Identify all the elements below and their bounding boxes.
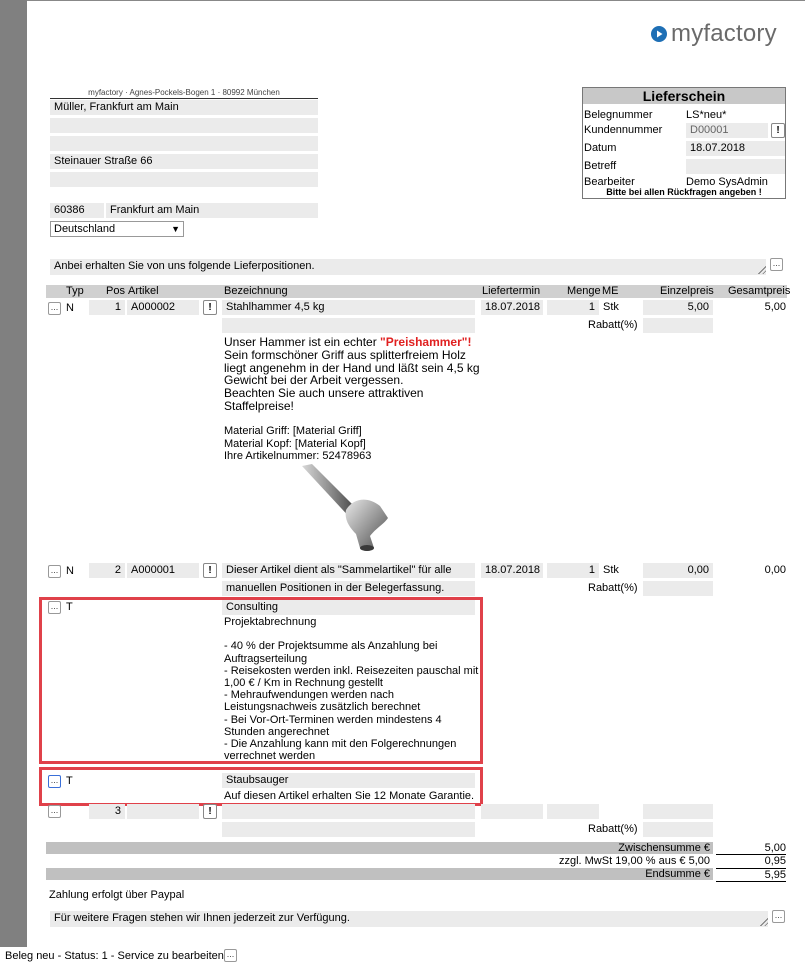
row-options-button[interactable]: ...: [48, 565, 61, 578]
row-bezeichnung-line2-field[interactable]: [222, 318, 475, 333]
logo-text: myfactory: [671, 20, 777, 47]
text-line: Auf diesen Artikel erhalten Sie 12 Monate Garantie.: [224, 790, 475, 802]
row-menge-field[interactable]: 1: [547, 300, 599, 315]
bearbeiter-label: Bearbeiter: [584, 176, 635, 188]
play-circle-icon: [651, 26, 667, 42]
description-text: Unser Hammer ist ein echter: [224, 335, 381, 349]
row-menge-field[interactable]: [547, 804, 599, 819]
row-me: Stk: [603, 301, 619, 313]
zwischensumme-label: Zwischensumme €: [618, 842, 710, 854]
closing-options-button[interactable]: ...: [772, 910, 785, 923]
row-typ: N: [66, 565, 74, 577]
rabatt-field[interactable]: [643, 822, 713, 837]
address-city-field[interactable]: Frankfurt am Main: [106, 203, 318, 218]
description-line: Gewicht bei der Arbeit vergessen.: [224, 373, 404, 388]
text-line: - Die Anzahlung kann mit den Folgerechnungen: [224, 738, 457, 751]
attribute-line: Ihre Artikelnummer: 52478963: [224, 450, 372, 462]
highlight-text: "Preishammer"!: [380, 335, 472, 349]
address-name-field[interactable]: Müller, Frankfurt am Main: [50, 100, 318, 115]
text-line: Auftragserteilung: [224, 652, 308, 665]
text-line: - Reisekosten werden inkl. Reisezeiten pauschal mit: [224, 664, 479, 677]
text-line: [224, 628, 478, 640]
address-line3-field[interactable]: [50, 136, 318, 151]
sender-line: myfactory · Agnes-Pockels-Bogen 1 · 80992 München: [50, 88, 318, 99]
row-artikel-field[interactable]: A000002: [127, 300, 199, 315]
text-line: verrechnet werden: [224, 750, 316, 763]
endsumme-label: Endsumme €: [645, 868, 710, 880]
belegnummer-label: Belegnummer: [584, 109, 653, 121]
row-bezeichnung-line2-field[interactable]: [222, 822, 475, 837]
position-description: [224, 336, 480, 413]
col-liefertermin: Liefertermin: [482, 285, 541, 297]
row-options-button[interactable]: ...: [48, 601, 61, 614]
hammer-product-image: [298, 462, 394, 554]
address-zip-field[interactable]: 60386: [50, 203, 104, 218]
row-bezeichnung-field[interactable]: Staubsauger: [222, 773, 475, 788]
intro-text-field[interactable]: Anbei erhalten Sie von uns folgende Lieferpositionen.: [50, 259, 766, 275]
row-gesamtpreis: 5,00: [764, 301, 786, 313]
row-options-button[interactable]: ...: [48, 805, 61, 818]
text-line: Stunden angerechnet: [224, 725, 330, 738]
zwischensumme-value: 5,00: [716, 842, 786, 855]
text-line: - 40 % der Projektsumme als Anzahlung bei: [224, 640, 438, 653]
description-line: Beachten Sie auch unsere attraktiven: [224, 386, 424, 401]
bearbeiter-value: Demo SysAdmin: [686, 176, 768, 188]
rabatt-label: Rabatt(%): [588, 319, 638, 331]
rabatt-label: Rabatt(%): [588, 582, 638, 594]
row-bezeichnung-field[interactable]: Stahlhammer 4,5 kg: [222, 300, 475, 315]
mwst-value: 0,95: [764, 855, 786, 867]
row-einzelpreis-field[interactable]: 5,00: [643, 300, 713, 315]
attribute-line: Material Kopf: [Material Kopf]: [224, 437, 366, 450]
logo: [651, 20, 777, 48]
resize-grip-icon: [757, 265, 766, 274]
mwst-label: zzgl. MwSt 19,00 % aus € 5,00: [558, 855, 710, 867]
row-bezeichnung-field[interactable]: Consulting: [222, 600, 475, 615]
col-bezeichnung: Bezeichnung: [224, 285, 288, 297]
kundennummer-field[interactable]: D00001: [686, 123, 768, 138]
row-liefertermin-field[interactable]: [481, 804, 543, 819]
row-typ: T: [66, 775, 73, 787]
kundennummer-label: Kundennummer: [584, 124, 663, 136]
top-border: [27, 0, 805, 1]
payment-text: Zahlung erfolgt über Paypal: [49, 889, 185, 901]
col-me: ME: [602, 285, 619, 297]
description-line: Staffelpreise!: [224, 398, 294, 413]
text-line: Projektabrechnung: [224, 616, 317, 628]
text-line: 1,00 € / Km in Rechnung gestellt: [224, 677, 383, 689]
row-artikel-field[interactable]: [127, 804, 199, 819]
text-line: - Mehraufwendungen werden nach: [224, 689, 395, 702]
rabatt-field[interactable]: [643, 581, 713, 596]
text-line: Leistungsnachweis zusätzlich berechnet: [224, 701, 421, 714]
country-select-value: Deutschland: [54, 223, 116, 235]
description-line: Sein formschöner Griff aus splitterfreiem Holz: [224, 347, 466, 362]
address-street-field[interactable]: Steinauer Straße 66: [50, 154, 318, 169]
col-gesamtpreis: Gesamtpreis: [728, 285, 791, 297]
row-me: Stk: [603, 564, 619, 576]
rabatt-field[interactable]: [643, 318, 713, 333]
col-menge: Menge: [567, 285, 601, 297]
row-typ: T: [66, 601, 73, 613]
resize-grip-icon: [759, 917, 768, 926]
row-liefertermin-field[interactable]: 18.07.2018: [481, 300, 543, 315]
chevron-down-icon: ▼: [171, 224, 180, 234]
description-line: liegt angenehm in der Hand und läßt sein 4,5 kg: [224, 360, 480, 375]
betreff-label: Betreff: [584, 160, 617, 172]
row-artikel-field[interactable]: A000001: [127, 563, 199, 578]
col-pos: Pos: [106, 285, 125, 297]
endsumme-value: 5,95: [716, 868, 786, 882]
row-einzelpreis-field[interactable]: [643, 804, 713, 819]
row-liefertermin-field[interactable]: 18.07.2018: [481, 563, 543, 578]
intro-options-button[interactable]: ...: [770, 258, 783, 271]
betreff-field[interactable]: [686, 159, 785, 174]
datum-field[interactable]: 18.07.2018: [686, 141, 785, 156]
text-line: - Bei Vor-Ort-Terminen werden mindestens 4: [224, 713, 442, 726]
attribute-line: Material Griff: [Material Griff]: [224, 425, 362, 437]
col-einzelpreis: Einzelpreis: [660, 285, 714, 297]
row-artikel-lookup-button[interactable]: !: [203, 563, 217, 578]
col-typ: Typ: [66, 285, 84, 297]
col-artikel: Artikel: [128, 285, 159, 297]
row-pos-field[interactable]: 3: [89, 804, 125, 819]
status-text: Beleg neu - Status: 1 - Service zu bearbeiten: [5, 950, 224, 962]
row-artikel-lookup-button[interactable]: !: [203, 300, 217, 315]
row-pos-field[interactable]: 1: [89, 300, 125, 315]
status-options-button[interactable]: ...: [224, 949, 237, 962]
belegnummer-value: LS*neu*: [686, 109, 727, 121]
rabatt-label: Rabatt(%): [588, 823, 638, 835]
address-line2-field[interactable]: [50, 118, 318, 133]
left-sidebar-strip: [0, 0, 27, 947]
row-artikel-lookup-button[interactable]: !: [203, 804, 217, 819]
row-bezeichnung-field[interactable]: Dieser Artikel dient als "Sammelartikel" für alle: [222, 563, 475, 578]
country-select[interactable]: [50, 221, 184, 237]
closing-text-field[interactable]: Für weitere Fragen stehen wir Ihnen jederzeit zur Verfügung.: [50, 911, 768, 927]
kundennummer-lookup-button[interactable]: !: [771, 123, 785, 138]
row-bezeichnung-field[interactable]: [222, 804, 475, 819]
row-menge-field[interactable]: 1: [547, 563, 599, 578]
datum-label: Datum: [584, 142, 617, 154]
row-options-button[interactable]: ...: [48, 302, 61, 315]
lieferschein-note: Bitte bei allen Rückfragen angeben !: [606, 187, 762, 197]
row-options-button[interactable]: ...: [48, 775, 61, 788]
lieferschein-title: Lieferschein: [583, 88, 785, 104]
row-gesamtpreis: 0,00: [764, 564, 786, 576]
address-line5-field[interactable]: [50, 172, 318, 187]
row-pos-field[interactable]: 2: [89, 563, 125, 578]
row-typ: N: [66, 302, 74, 314]
row-bezeichnung-line2-field[interactable]: manuellen Positionen in der Belegerfassung.: [222, 581, 475, 596]
position-attributes: [224, 425, 371, 463]
row-einzelpreis-field[interactable]: 0,00: [643, 563, 713, 578]
consulting-text: [224, 616, 478, 762]
